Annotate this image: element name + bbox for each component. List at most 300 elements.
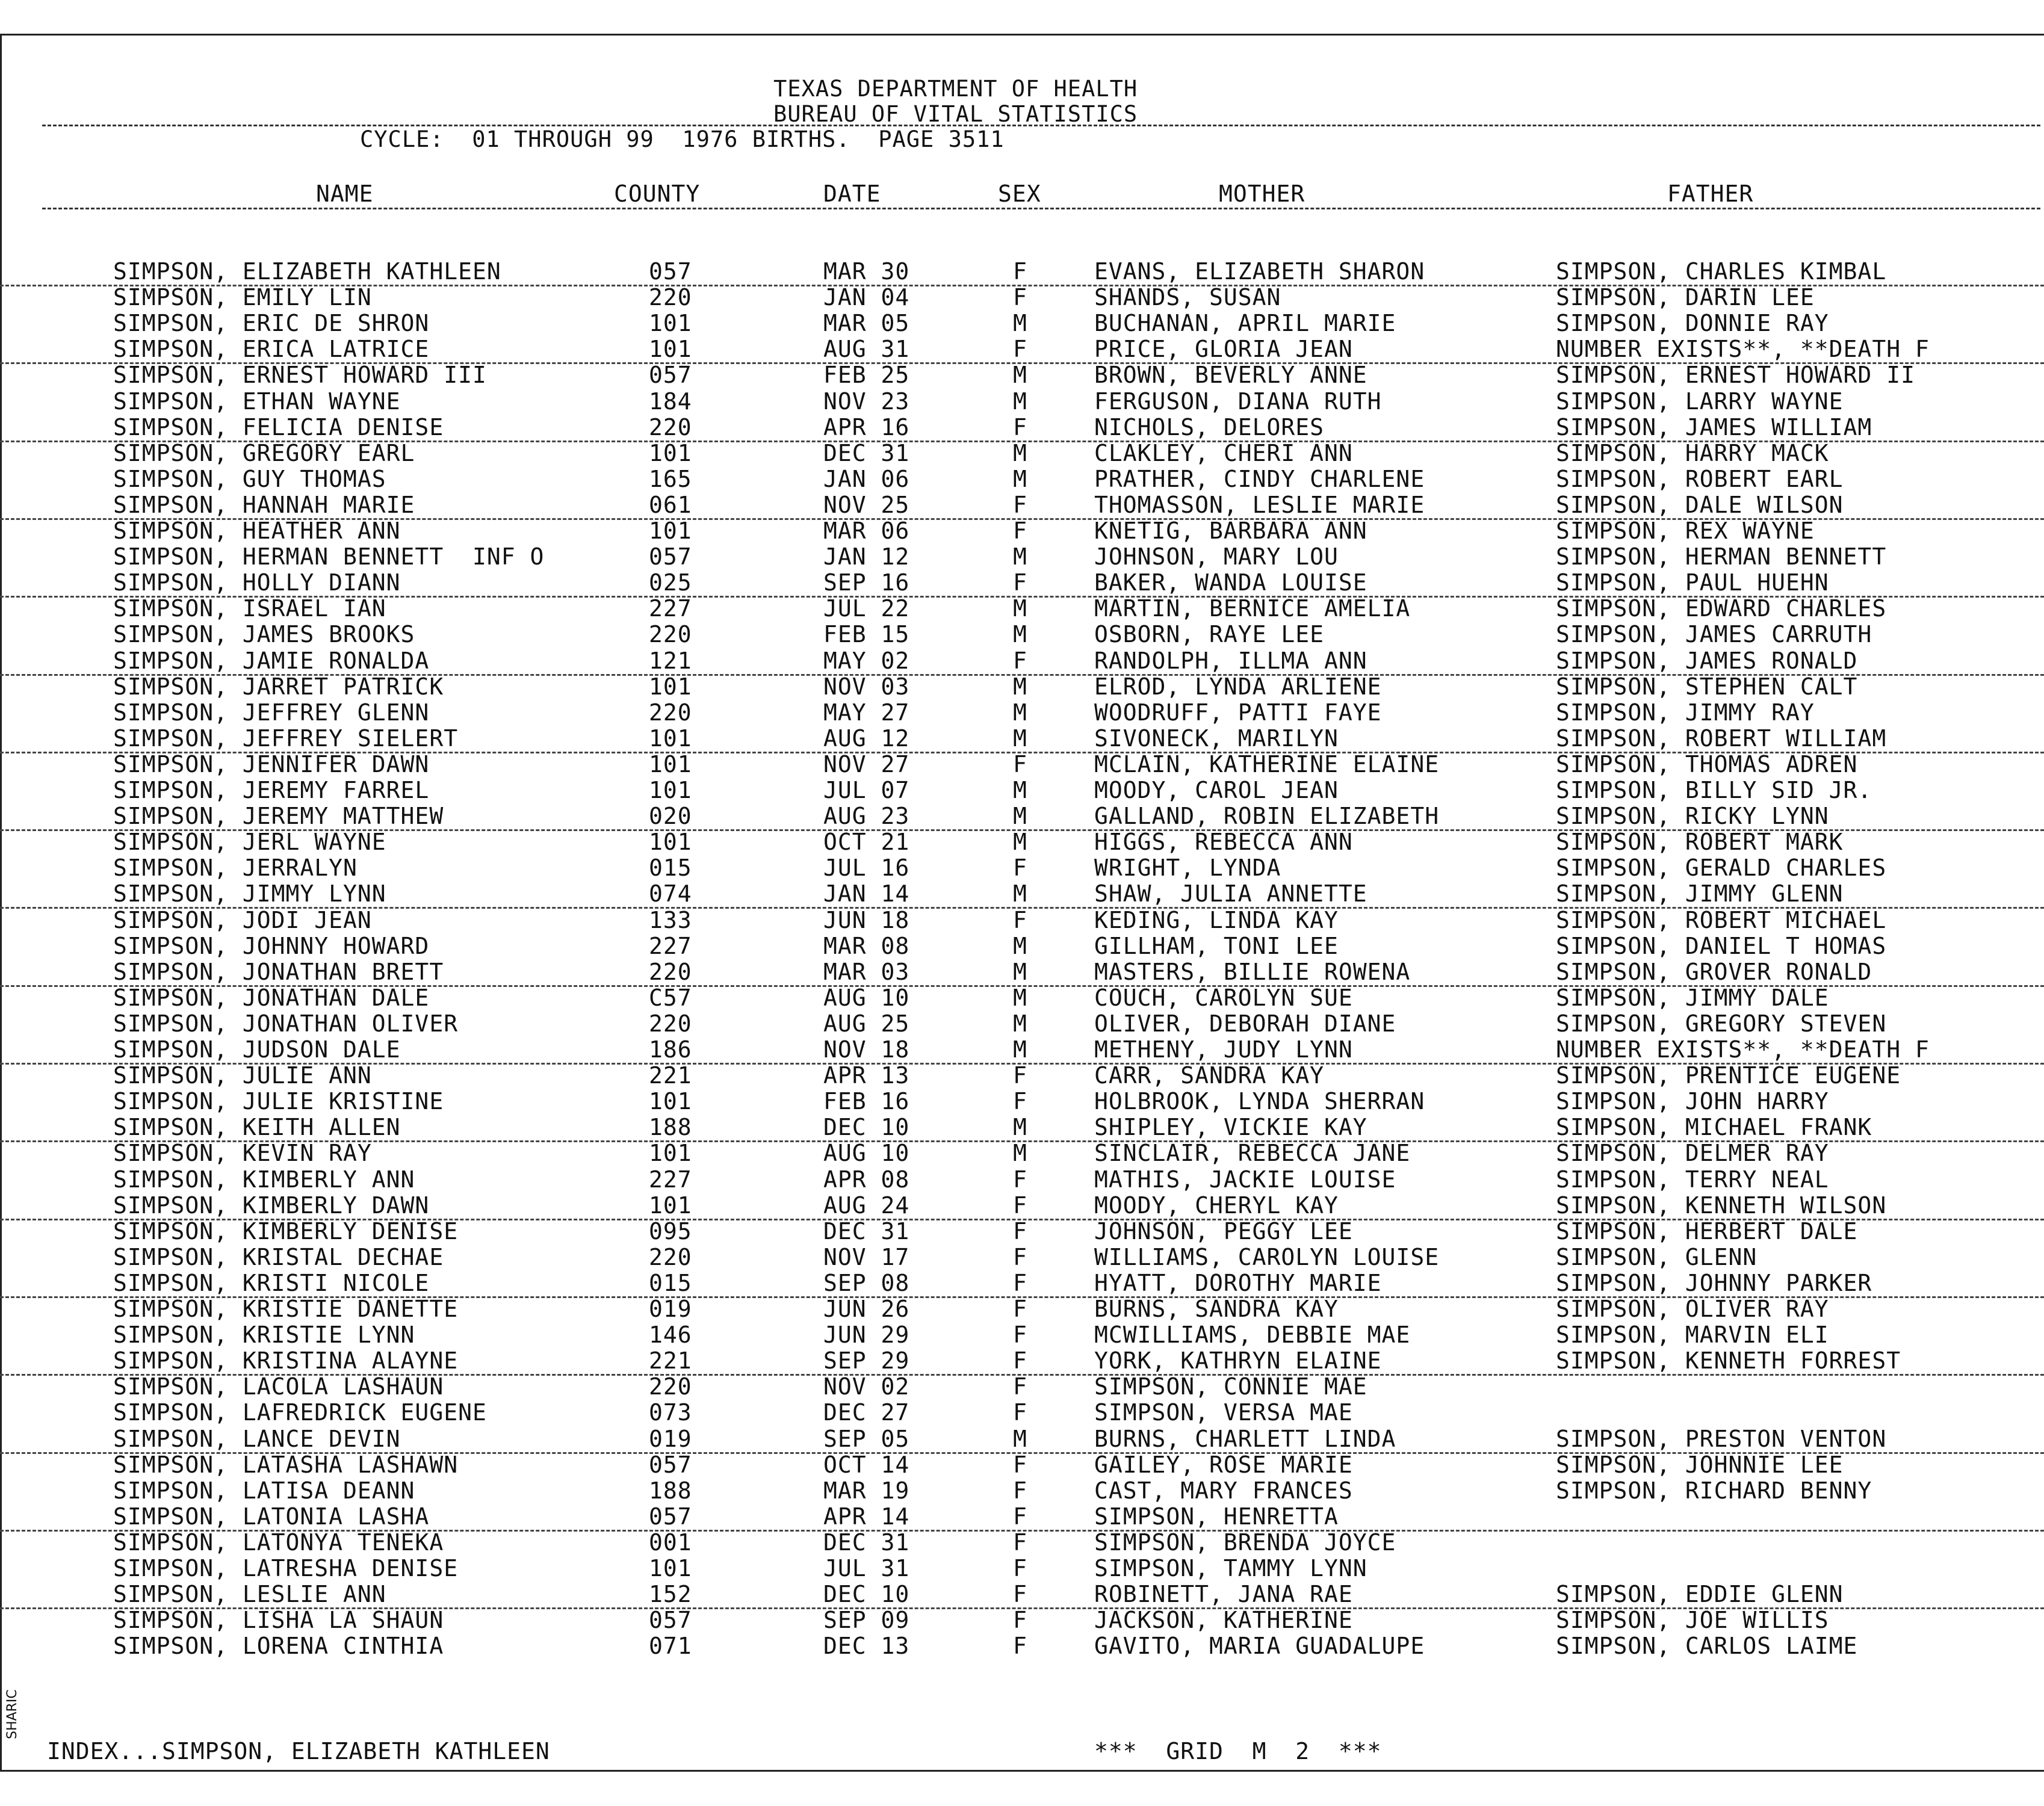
mother-cell: MATHIS, JACKIE LOUISE: [1094, 1166, 1396, 1193]
sex-cell: F: [1013, 1555, 1027, 1582]
father-cell: SIMPSON, ROBERT EARL: [1556, 465, 1844, 492]
col-header-father: FATHER: [1667, 181, 1754, 207]
sex-cell: F: [1013, 1581, 1027, 1608]
date-cell: JUN 29: [823, 1322, 910, 1349]
county-cell: 221: [649, 1347, 692, 1375]
sex-cell: M: [1013, 362, 1027, 389]
date-cell: JAN 06: [823, 465, 910, 492]
date-cell: DEC 13: [823, 1633, 910, 1660]
name-cell: SIMPSON, KIMBERLY ANN: [113, 1166, 415, 1193]
mother-cell: BAKER, WANDA LOUISE: [1094, 569, 1367, 596]
mother-cell: WOODRUFF, PATTI FAYE: [1094, 699, 1382, 726]
date-cell: JAN 04: [823, 284, 910, 311]
county-cell: 101: [649, 725, 692, 752]
father-cell: SIMPSON, KENNETH WILSON: [1556, 1192, 1887, 1219]
date-cell: AUG 23: [823, 803, 910, 830]
father-cell: SIMPSON, BILLY SID JR.: [1556, 777, 1872, 803]
county-cell: 057: [649, 1451, 692, 1478]
mother-cell: HOLBROOK, LYNDA SHERRAN: [1094, 1088, 1425, 1115]
mother-cell: JACKSON, KATHERINE: [1094, 1607, 1353, 1634]
name-cell: SIMPSON, JIMMY LYNN: [113, 880, 386, 908]
sex-cell: F: [1013, 258, 1027, 285]
county-cell: 061: [649, 491, 692, 518]
date-cell: DEC 31: [823, 439, 910, 466]
county-cell: 025: [649, 569, 692, 596]
date-cell: SEP 08: [823, 1269, 910, 1296]
table-row: [0, 1556, 2044, 1582]
county-cell: 227: [649, 595, 692, 622]
table-row: [0, 1607, 2044, 1633]
bureau-title: BUREAU OF VITAL STATISTICS: [773, 101, 1138, 127]
date-cell: JUL 31: [823, 1555, 910, 1582]
name-cell: SIMPSON, JERL WAYNE: [113, 829, 386, 856]
name-cell: SIMPSON, JODI JEAN: [113, 906, 372, 933]
name-cell: SIMPSON, HERMAN BENNETT INF O: [113, 543, 545, 571]
county-cell: 188: [649, 1114, 692, 1141]
name-cell: SIMPSON, KEVIN RAY: [113, 1140, 372, 1167]
sex-cell: F: [1013, 491, 1027, 518]
county-cell: 227: [649, 932, 692, 959]
county-cell: 073: [649, 1399, 692, 1426]
father-cell: SIMPSON, KENNETH FORREST: [1556, 1347, 1901, 1375]
county-cell: 101: [649, 1555, 692, 1582]
father-cell: SIMPSON, OLIVER RAY: [1556, 1296, 1829, 1322]
date-cell: MAY 02: [823, 647, 910, 674]
date-cell: SEP 16: [823, 569, 910, 596]
sex-cell: F: [1013, 1296, 1027, 1322]
table-row: [0, 1115, 2044, 1142]
father-cell: NUMBER EXISTS**, **DEATH F: [1556, 1036, 1930, 1063]
county-cell: 101: [649, 777, 692, 803]
mother-cell: JOHNSON, MARY LOU: [1094, 543, 1339, 571]
sex-cell: F: [1013, 1062, 1027, 1089]
county-cell: 186: [649, 1036, 692, 1063]
sex-cell: M: [1013, 958, 1027, 985]
date-cell: AUG 12: [823, 725, 910, 752]
county-cell: 101: [649, 829, 692, 856]
father-cell: SIMPSON, ROBERT MICHAEL: [1556, 906, 1887, 933]
date-cell: JUL 07: [823, 777, 910, 803]
table-row: [0, 700, 2044, 726]
sex-cell: M: [1013, 829, 1027, 856]
header-divider-top: [42, 125, 2040, 126]
father-cell: SIMPSON, DANIEL T HOMAS: [1556, 932, 1887, 959]
county-cell: 101: [649, 1088, 692, 1115]
father-cell: SIMPSON, JOHN HARRY: [1556, 1088, 1829, 1115]
mother-cell: GAVITO, MARIA GUADALUPE: [1094, 1633, 1425, 1660]
father-cell: SIMPSON, STEPHEN CALT: [1556, 673, 1858, 700]
county-cell: 057: [649, 1503, 692, 1530]
father-cell: SIMPSON, TERRY NEAL: [1556, 1166, 1829, 1193]
date-cell: MAR 05: [823, 310, 910, 337]
county-cell: 220: [649, 1373, 692, 1400]
father-cell: SIMPSON, DARIN LEE: [1556, 284, 1815, 311]
name-cell: SIMPSON, KIMBERLY DENISE: [113, 1217, 459, 1245]
table-row: [0, 1245, 2044, 1270]
county-cell: 101: [649, 1192, 692, 1219]
table-row: [0, 492, 2044, 520]
table-row: [0, 1089, 2044, 1115]
mother-cell: MOODY, CHERYL KAY: [1094, 1192, 1339, 1219]
table-row: [0, 441, 2044, 466]
county-cell: 220: [649, 958, 692, 985]
sex-cell: F: [1013, 1399, 1027, 1426]
table-row: [0, 778, 2044, 803]
table-row: [0, 803, 2044, 831]
name-cell: SIMPSON, LATISA DEANN: [113, 1477, 415, 1504]
date-cell: SEP 09: [823, 1607, 910, 1634]
county-cell: 184: [649, 388, 692, 415]
name-cell: SIMPSON, JONATHAN OLIVER: [113, 1010, 459, 1037]
sex-cell: M: [1013, 699, 1027, 726]
sex-cell: F: [1013, 1269, 1027, 1296]
table-row: [0, 1582, 2044, 1609]
father-cell: SIMPSON, HERMAN BENNETT: [1556, 543, 1887, 571]
father-cell: SIMPSON, JAMES RONALD: [1556, 647, 1858, 674]
agency-title: TEXAS DEPARTMENT OF HEALTH: [773, 76, 1138, 102]
date-cell: MAR 06: [823, 518, 910, 544]
father-cell: SIMPSON, ERNEST HOWARD II: [1556, 362, 1915, 389]
mother-cell: KEDING, LINDA KAY: [1094, 906, 1339, 933]
table-row: [0, 829, 2044, 855]
table-row: [0, 1167, 2044, 1193]
date-cell: SEP 05: [823, 1425, 910, 1452]
sex-cell: M: [1013, 932, 1027, 959]
date-cell: FEB 16: [823, 1088, 910, 1115]
sex-cell: M: [1013, 388, 1027, 415]
sex-cell: F: [1013, 284, 1027, 311]
county-cell: 165: [649, 465, 692, 492]
mother-cell: SHIPLEY, VICKIE KAY: [1094, 1114, 1367, 1141]
mother-cell: BROWN, BEVERLY ANNE: [1094, 362, 1367, 389]
col-header-sex: SEX: [998, 181, 1041, 207]
name-cell: SIMPSON, ELIZABETH KATHLEEN: [113, 258, 501, 285]
date-cell: APR 13: [823, 1062, 910, 1089]
date-cell: DEC 31: [823, 1529, 910, 1556]
mother-cell: MASTERS, BILLIE ROWENA: [1094, 958, 1411, 985]
county-cell: 220: [649, 699, 692, 726]
father-cell: SIMPSON, CHARLES KIMBAL: [1556, 258, 1887, 285]
father-cell: SIMPSON, RICKY LYNN: [1556, 803, 1829, 830]
table-row: [0, 1140, 2044, 1166]
table-row: [0, 415, 2044, 442]
name-cell: SIMPSON, GREGORY EARL: [113, 439, 415, 466]
mother-cell: THOMASSON, LESLIE MARIE: [1094, 491, 1425, 518]
county-cell: 133: [649, 906, 692, 933]
sex-cell: M: [1013, 1140, 1027, 1167]
table-row: [0, 1011, 2044, 1037]
date-cell: JUL 22: [823, 595, 910, 622]
date-cell: AUG 24: [823, 1192, 910, 1219]
name-cell: SIMPSON, KRISTIE LYNN: [113, 1322, 415, 1349]
name-cell: SIMPSON, HANNAH MARIE: [113, 491, 415, 518]
name-cell: SIMPSON, JEREMY FARREL: [113, 777, 430, 803]
table-row: [0, 752, 2044, 778]
father-cell: SIMPSON, DELMER RAY: [1556, 1140, 1829, 1167]
cycle-line: CYCLE: 01 THROUGH 99 1976 BIRTHS. PAGE 3511: [360, 126, 1005, 152]
table-row: [0, 518, 2044, 544]
mother-cell: NICHOLS, DELORES: [1094, 413, 1325, 441]
name-cell: SIMPSON, KEITH ALLEN: [113, 1114, 401, 1141]
mother-cell: SIMPSON, CONNIE MAE: [1094, 1373, 1367, 1400]
mother-cell: OLIVER, DEBORAH DIANE: [1094, 1010, 1396, 1037]
mother-cell: METHENY, JUDY LYNN: [1094, 1036, 1353, 1063]
name-cell: SIMPSON, KRISTIE DANETTE: [113, 1296, 459, 1322]
father-cell: SIMPSON, GLENN: [1556, 1243, 1758, 1270]
date-cell: OCT 14: [823, 1451, 910, 1478]
county-cell: 220: [649, 284, 692, 311]
father-cell: SIMPSON, JAMES WILLIAM: [1556, 413, 1872, 441]
table-row: [0, 285, 2044, 311]
mother-cell: MCLAIN, KATHERINE ELAINE: [1094, 750, 1440, 778]
mother-cell: GAILEY, ROSE MARIE: [1094, 1451, 1353, 1478]
table-row: [0, 1219, 2044, 1245]
sex-cell: F: [1013, 413, 1027, 441]
name-cell: SIMPSON, ERNEST HOWARD III: [113, 362, 487, 389]
date-cell: NOV 17: [823, 1243, 910, 1270]
table-row: [0, 674, 2044, 700]
name-cell: SIMPSON, KRISTAL DECHAE: [113, 1243, 444, 1270]
table-row: [0, 1296, 2044, 1322]
date-cell: DEC 31: [823, 1217, 910, 1245]
sex-cell: M: [1013, 673, 1027, 700]
county-cell: 057: [649, 1607, 692, 1634]
name-cell: SIMPSON, JAMIE RONALDA: [113, 647, 430, 674]
sex-cell: M: [1013, 543, 1027, 571]
date-cell: AUG 10: [823, 1140, 910, 1167]
name-cell: SIMPSON, JUDSON DALE: [113, 1036, 401, 1063]
county-cell: 057: [649, 543, 692, 571]
county-cell: 015: [649, 1269, 692, 1296]
sex-cell: F: [1013, 1192, 1027, 1219]
name-cell: SIMPSON, JULIE ANN: [113, 1062, 372, 1089]
father-cell: SIMPSON, MARVIN ELI: [1556, 1322, 1829, 1349]
date-cell: NOV 18: [823, 1036, 910, 1063]
sex-cell: M: [1013, 621, 1027, 648]
date-cell: MAR 19: [823, 1477, 910, 1504]
county-cell: 146: [649, 1322, 692, 1349]
county-cell: 020: [649, 803, 692, 830]
sex-cell: M: [1013, 595, 1027, 622]
sex-cell: F: [1013, 906, 1027, 933]
date-cell: FEB 15: [823, 621, 910, 648]
date-cell: NOV 25: [823, 491, 910, 518]
mother-cell: GILLHAM, TONI LEE: [1094, 932, 1339, 959]
side-mark: SHARIC: [5, 1689, 20, 1739]
table-row: [0, 1426, 2044, 1454]
table-row: [0, 544, 2044, 570]
name-cell: SIMPSON, ETHAN WAYNE: [113, 388, 401, 415]
name-cell: SIMPSON, JOHNNY HOWARD: [113, 932, 430, 959]
date-cell: AUG 10: [823, 984, 910, 1011]
date-cell: APR 08: [823, 1166, 910, 1193]
table-row: [0, 259, 2044, 286]
table-row: [0, 1270, 2044, 1298]
table-row: [0, 1400, 2044, 1426]
table-row: [0, 933, 2044, 959]
county-cell: 101: [649, 1140, 692, 1167]
table-row: [0, 1063, 2044, 1089]
name-cell: SIMPSON, JEFFREY SIELERT: [113, 725, 459, 752]
name-cell: SIMPSON, JAMES BROOKS: [113, 621, 415, 648]
index-line: INDEX...SIMPSON, ELIZABETH KATHLEEN: [47, 1738, 550, 1764]
name-cell: SIMPSON, KRISTI NICOLE: [113, 1269, 430, 1296]
sex-cell: M: [1013, 1036, 1027, 1063]
table-row: [0, 985, 2044, 1011]
date-cell: APR 16: [823, 413, 910, 441]
sex-cell: F: [1013, 1243, 1027, 1270]
date-cell: MAR 30: [823, 258, 910, 285]
name-cell: SIMPSON, LAFREDRICK EUGENE: [113, 1399, 487, 1426]
sex-cell: F: [1013, 336, 1027, 363]
date-cell: MAR 03: [823, 958, 910, 985]
mother-cell: MARTIN, BERNICE AMELIA: [1094, 595, 1411, 622]
date-cell: MAY 27: [823, 699, 910, 726]
sex-cell: M: [1013, 465, 1027, 492]
name-cell: SIMPSON, HEATHER ANN: [113, 518, 401, 544]
county-cell: 071: [649, 1633, 692, 1660]
name-cell: SIMPSON, JONATHAN DALE: [113, 984, 430, 1011]
date-cell: NOV 02: [823, 1373, 910, 1400]
father-cell: SIMPSON, EDDIE GLENN: [1556, 1581, 1844, 1608]
date-cell: DEC 27: [823, 1399, 910, 1426]
mother-cell: CAST, MARY FRANCES: [1094, 1477, 1353, 1504]
name-cell: SIMPSON, LATONIA LASHA: [113, 1503, 430, 1530]
table-row: [0, 1478, 2044, 1504]
sex-cell: M: [1013, 803, 1027, 830]
name-cell: SIMPSON, JEFFREY GLENN: [113, 699, 430, 726]
sex-cell: M: [1013, 984, 1027, 1011]
table-row: [0, 466, 2044, 492]
father-cell: SIMPSON, HERBERT DALE: [1556, 1217, 1858, 1245]
mother-cell: KNETIG, BARBARA ANN: [1094, 518, 1367, 544]
date-cell: OCT 21: [823, 829, 910, 856]
date-cell: JAN 12: [823, 543, 910, 571]
date-cell: FEB 25: [823, 362, 910, 389]
father-cell: SIMPSON, CARLOS LAIME: [1556, 1633, 1858, 1660]
date-cell: AUG 25: [823, 1010, 910, 1037]
table-row: [0, 311, 2044, 336]
county-cell: 057: [649, 362, 692, 389]
table-row: [0, 855, 2044, 881]
date-cell: MAR 08: [823, 932, 910, 959]
table-row: [0, 1374, 2044, 1400]
sex-cell: M: [1013, 439, 1027, 466]
county-cell: 220: [649, 621, 692, 648]
table-row: [0, 1633, 2044, 1659]
sex-cell: F: [1013, 855, 1027, 882]
mother-cell: EVANS, ELIZABETH SHARON: [1094, 258, 1425, 285]
table-row: [0, 1504, 2044, 1532]
name-cell: SIMPSON, LATRESHA DENISE: [113, 1555, 459, 1582]
table-row: [0, 648, 2044, 676]
date-cell: DEC 10: [823, 1581, 910, 1608]
sex-cell: M: [1013, 880, 1027, 908]
name-cell: SIMPSON, JARRET PATRICK: [113, 673, 444, 700]
father-cell: SIMPSON, REX WAYNE: [1556, 518, 1815, 544]
name-cell: SIMPSON, LESLIE ANN: [113, 1581, 386, 1608]
header-divider-columns: [42, 208, 2040, 209]
father-cell: SIMPSON, JOE WILLIS: [1556, 1607, 1829, 1634]
father-cell: SIMPSON, RICHARD BENNY: [1556, 1477, 1872, 1504]
father-cell: SIMPSON, DONNIE RAY: [1556, 310, 1829, 337]
sex-cell: F: [1013, 1607, 1027, 1634]
date-cell: APR 14: [823, 1503, 910, 1530]
mother-cell: SIMPSON, BRENDA JOYCE: [1094, 1529, 1396, 1556]
sex-cell: F: [1013, 1529, 1027, 1556]
mother-cell: RANDOLPH, ILLMA ANN: [1094, 647, 1367, 674]
name-cell: SIMPSON, LATONYA TENEKA: [113, 1529, 444, 1556]
father-cell: SIMPSON, PRENTICE EUGENE: [1556, 1062, 1901, 1089]
father-cell: SIMPSON, JIMMY GLENN: [1556, 880, 1844, 908]
table-row: [0, 959, 2044, 987]
name-cell: SIMPSON, JERRALYN: [113, 855, 358, 882]
sex-cell: F: [1013, 1633, 1027, 1660]
table-row: [0, 362, 2044, 388]
grid-label: *** GRID M 2 ***: [1094, 1738, 1382, 1764]
mother-cell: CARR, SANDRA KAY: [1094, 1062, 1325, 1089]
county-cell: 220: [649, 413, 692, 441]
table-row: [0, 1322, 2044, 1348]
table-row: [0, 726, 2044, 753]
sex-cell: F: [1013, 1217, 1027, 1245]
mother-cell: SINCLAIR, REBECCA JANE: [1094, 1140, 1411, 1167]
col-header-mother: MOTHER: [1219, 181, 1305, 207]
name-cell: SIMPSON, JEREMY MATTHEW: [113, 803, 444, 830]
mother-cell: MCWILLIAMS, DEBBIE MAE: [1094, 1322, 1411, 1349]
table-row: [0, 1193, 2044, 1220]
mother-cell: ELROD, LYNDA ARLIENE: [1094, 673, 1382, 700]
table-row: [0, 1452, 2044, 1478]
mother-cell: PRATHER, CINDY CHARLENE: [1094, 465, 1425, 492]
date-cell: JAN 14: [823, 880, 910, 908]
county-cell: 101: [649, 439, 692, 466]
table-row: [0, 1530, 2044, 1556]
date-cell: JUN 26: [823, 1296, 910, 1322]
sex-cell: F: [1013, 1451, 1027, 1478]
date-cell: JUL 16: [823, 855, 910, 882]
sex-cell: F: [1013, 1477, 1027, 1504]
sex-cell: F: [1013, 518, 1027, 544]
mother-cell: SHANDS, SUSAN: [1094, 284, 1281, 311]
name-cell: SIMPSON, JENNIFER DAWN: [113, 750, 430, 778]
father-cell: SIMPSON, ROBERT MARK: [1556, 829, 1844, 856]
county-cell: 221: [649, 1062, 692, 1089]
sex-cell: M: [1013, 777, 1027, 803]
name-cell: SIMPSON, LANCE DEVIN: [113, 1425, 401, 1452]
name-cell: SIMPSON, ERIC DE SHRON: [113, 310, 430, 337]
mother-cell: SIMPSON, VERSA MAE: [1094, 1399, 1353, 1426]
name-cell: SIMPSON, HOLLY DIANN: [113, 569, 401, 596]
father-cell: SIMPSON, PRESTON VENTON: [1556, 1425, 1887, 1452]
father-cell: SIMPSON, PAUL HUEHN: [1556, 569, 1829, 596]
father-cell: SIMPSON, MICHAEL FRANK: [1556, 1114, 1872, 1141]
father-cell: SIMPSON, JOHNNY PARKER: [1556, 1269, 1872, 1296]
father-cell: SIMPSON, JIMMY RAY: [1556, 699, 1815, 726]
sex-cell: F: [1013, 1166, 1027, 1193]
county-cell: 101: [649, 673, 692, 700]
county-cell: 101: [649, 750, 692, 778]
sex-cell: F: [1013, 1322, 1027, 1349]
father-cell: SIMPSON, JOHNNIE LEE: [1556, 1451, 1844, 1478]
county-cell: 220: [649, 1243, 692, 1270]
county-cell: 152: [649, 1581, 692, 1608]
mother-cell: COUCH, CAROLYN SUE: [1094, 984, 1353, 1011]
col-header-county: COUNTY: [614, 181, 701, 207]
mother-cell: BURNS, SANDRA KAY: [1094, 1296, 1339, 1322]
name-cell: SIMPSON, KIMBERLY DAWN: [113, 1192, 430, 1219]
col-header-date: DATE: [823, 181, 881, 207]
